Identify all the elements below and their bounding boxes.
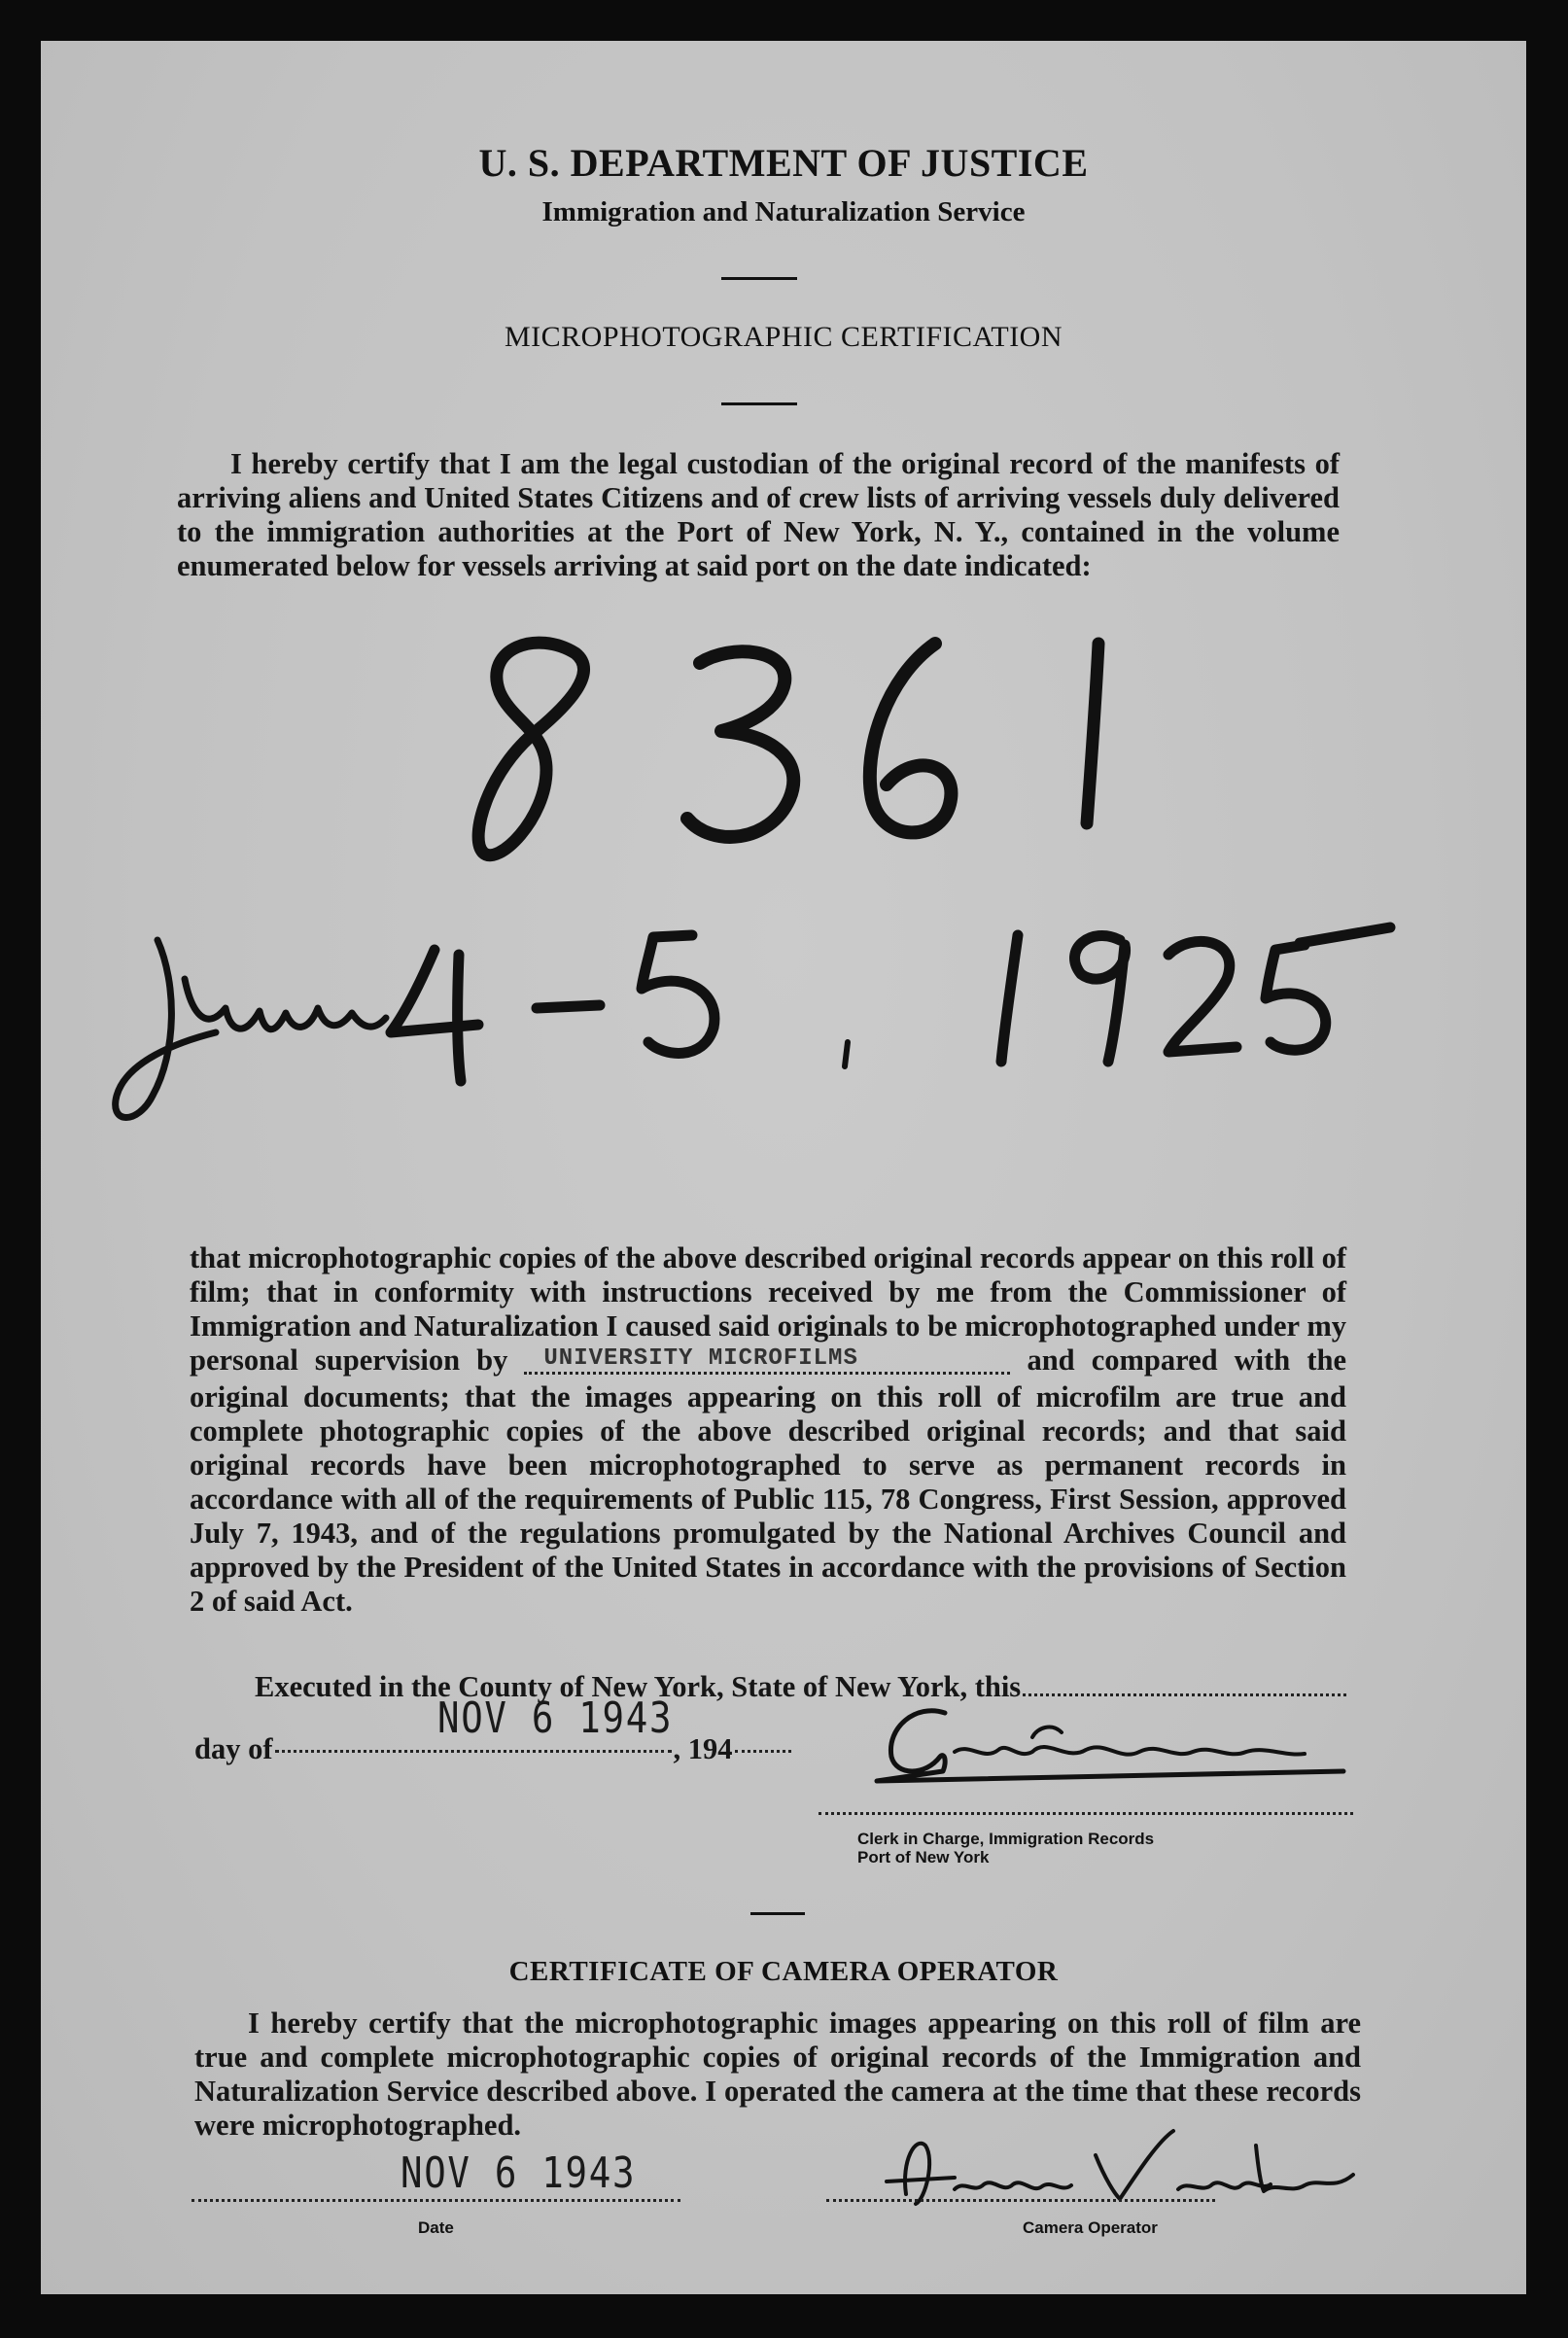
operator-date-stamp: NOV 6 1943 xyxy=(401,2148,637,2198)
operator-signature-line xyxy=(826,2199,1215,2202)
executed-text: Executed in the County of New York, State of New York, this xyxy=(255,1670,1022,1703)
certification-title: MICROPHOTOGRAPHIC CERTIFICATION xyxy=(504,321,1063,353)
year-prefix: , 194 xyxy=(673,1732,733,1765)
operator-label: Camera Operator xyxy=(1023,2218,1158,2237)
clerk-title xyxy=(857,1830,1154,1867)
certificate-sheet xyxy=(41,41,1526,2294)
body-text-before: that microphotographic copies of the above described original records appear on this roll of film; that in conformity with instructions received by me from the Commissioner of Immigration and Naturalization I caused said originals to be microphotographed under my personal supervision by xyxy=(190,1241,1346,1377)
camera-operator-title: CERTIFICATE OF CAMERA OPERATOR xyxy=(508,1956,1059,1987)
divider xyxy=(721,402,797,405)
clerk-title-line2: Port of New York xyxy=(857,1848,990,1867)
year-dotted-line xyxy=(735,1749,791,1753)
divider xyxy=(750,1912,805,1915)
clerk-signature xyxy=(838,1684,1382,1800)
camera-operator-signature xyxy=(848,2121,1392,2218)
clerk-signature-line xyxy=(819,1812,1353,1815)
intro-paragraph xyxy=(177,447,1340,583)
date-line xyxy=(192,2199,680,2202)
camera-operator-text: I hereby certify that the microphotographic images appearing on this roll of film are true and complete microphotographic copies of original records of the Immigration and Naturalization Service described above. I operated the camera at the time that these records were microphotographed. xyxy=(194,2006,1361,2142)
service-subtitle: Immigration and Naturalization Service xyxy=(541,196,1026,227)
intro-paragraph-text: I hereby certify that I am the legal custodian of the original record of the manifests of arriving aliens and United States Citizens and of crew lists of arriving vessels duly delivered to the immigration authorities at the Port of New York, N. Y., contained in the volume enumerated below for vessels arriving at said port on the date indicated: xyxy=(177,447,1340,582)
day-dotted-line xyxy=(275,1749,672,1753)
body-text-after: and compared with the original documents; that the images appearing on this roll of microfilm are true and complete photographic copies of the above described original records; and that said original records have been microphotographed to serve as permanent records in accordance with all of the requirements of Public 115, 78 Congress, First Session, approved July 7, 1943, and of the regulations promulgated by the National Archives Council and approved by the President of the United States in accordance with the provisions of Section 2 of said Act. xyxy=(190,1343,1346,1618)
date-label: Date xyxy=(418,2218,454,2237)
department-title: U. S. DEPARTMENT OF JUSTICE xyxy=(478,141,1089,185)
handwritten-volume-number xyxy=(430,624,1168,887)
divider xyxy=(721,277,797,280)
day-of-label: day of xyxy=(194,1732,273,1765)
operator-company: UNIVERSITY MICROFILMS xyxy=(543,1345,858,1372)
body-paragraph xyxy=(190,1241,1346,1619)
clerk-title-line1: Clerk in Charge, Immigration Records xyxy=(857,1830,1155,1848)
execution-date-stamp: NOV 6 1943 xyxy=(437,1693,674,1743)
handwritten-date xyxy=(70,896,1431,1149)
